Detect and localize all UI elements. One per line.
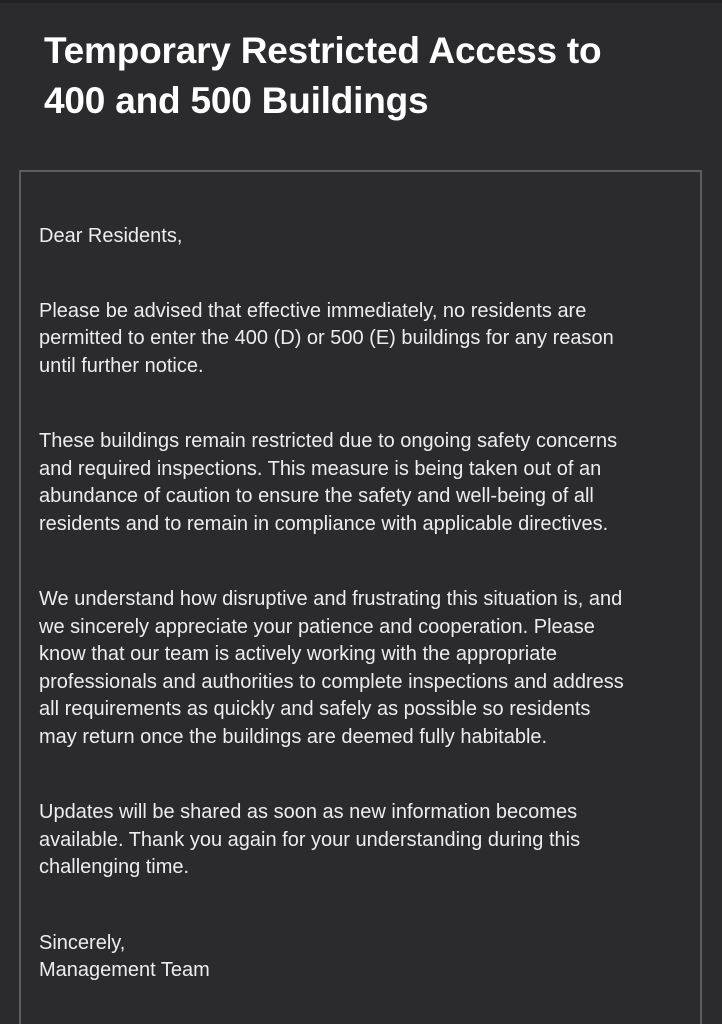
paragraph-updates: Updates will be shared as soon as new information becomes available. Thank you again for your understanding during this challenging time.: [39, 801, 581, 878]
top-edge: [0, 0, 722, 3]
notice-body: [39, 223, 699, 985]
page-title: [44, 26, 704, 126]
paragraph-appreciation: We understand how disruptive and frustrating this situation is, and we sincerely appreciate your patience and cooperation. Please know that our team is actively working with the appropriate professionals and authorities to complete inspections and address all requirements as quickly and safely as possible so residents may return once the buildings are deemed fully habitable.: [39, 588, 624, 748]
closing-text: Sincerely,: [39, 931, 126, 954]
paragraph-access-restriction: Please be advised that effective immediately, no residents are permitted to enter the 400 (D) or 500 (E) buildings for any reason until further notice.: [39, 299, 614, 377]
greeting-text: Dear Residents,: [39, 225, 183, 247]
title-text: Temporary Restricted Access to 400 and 500 Buildings: [44, 30, 602, 121]
signature-text: Management Team: [39, 959, 210, 981]
paragraph-safety-reason: These buildings remain restricted due to ongoing safety concerns and required inspections. This measure is being taken out of an abundance of caution to ensure the safety and well-being of all residents and to remain in compliance with applicable directives.: [39, 430, 618, 535]
notice-card: [19, 170, 702, 1024]
